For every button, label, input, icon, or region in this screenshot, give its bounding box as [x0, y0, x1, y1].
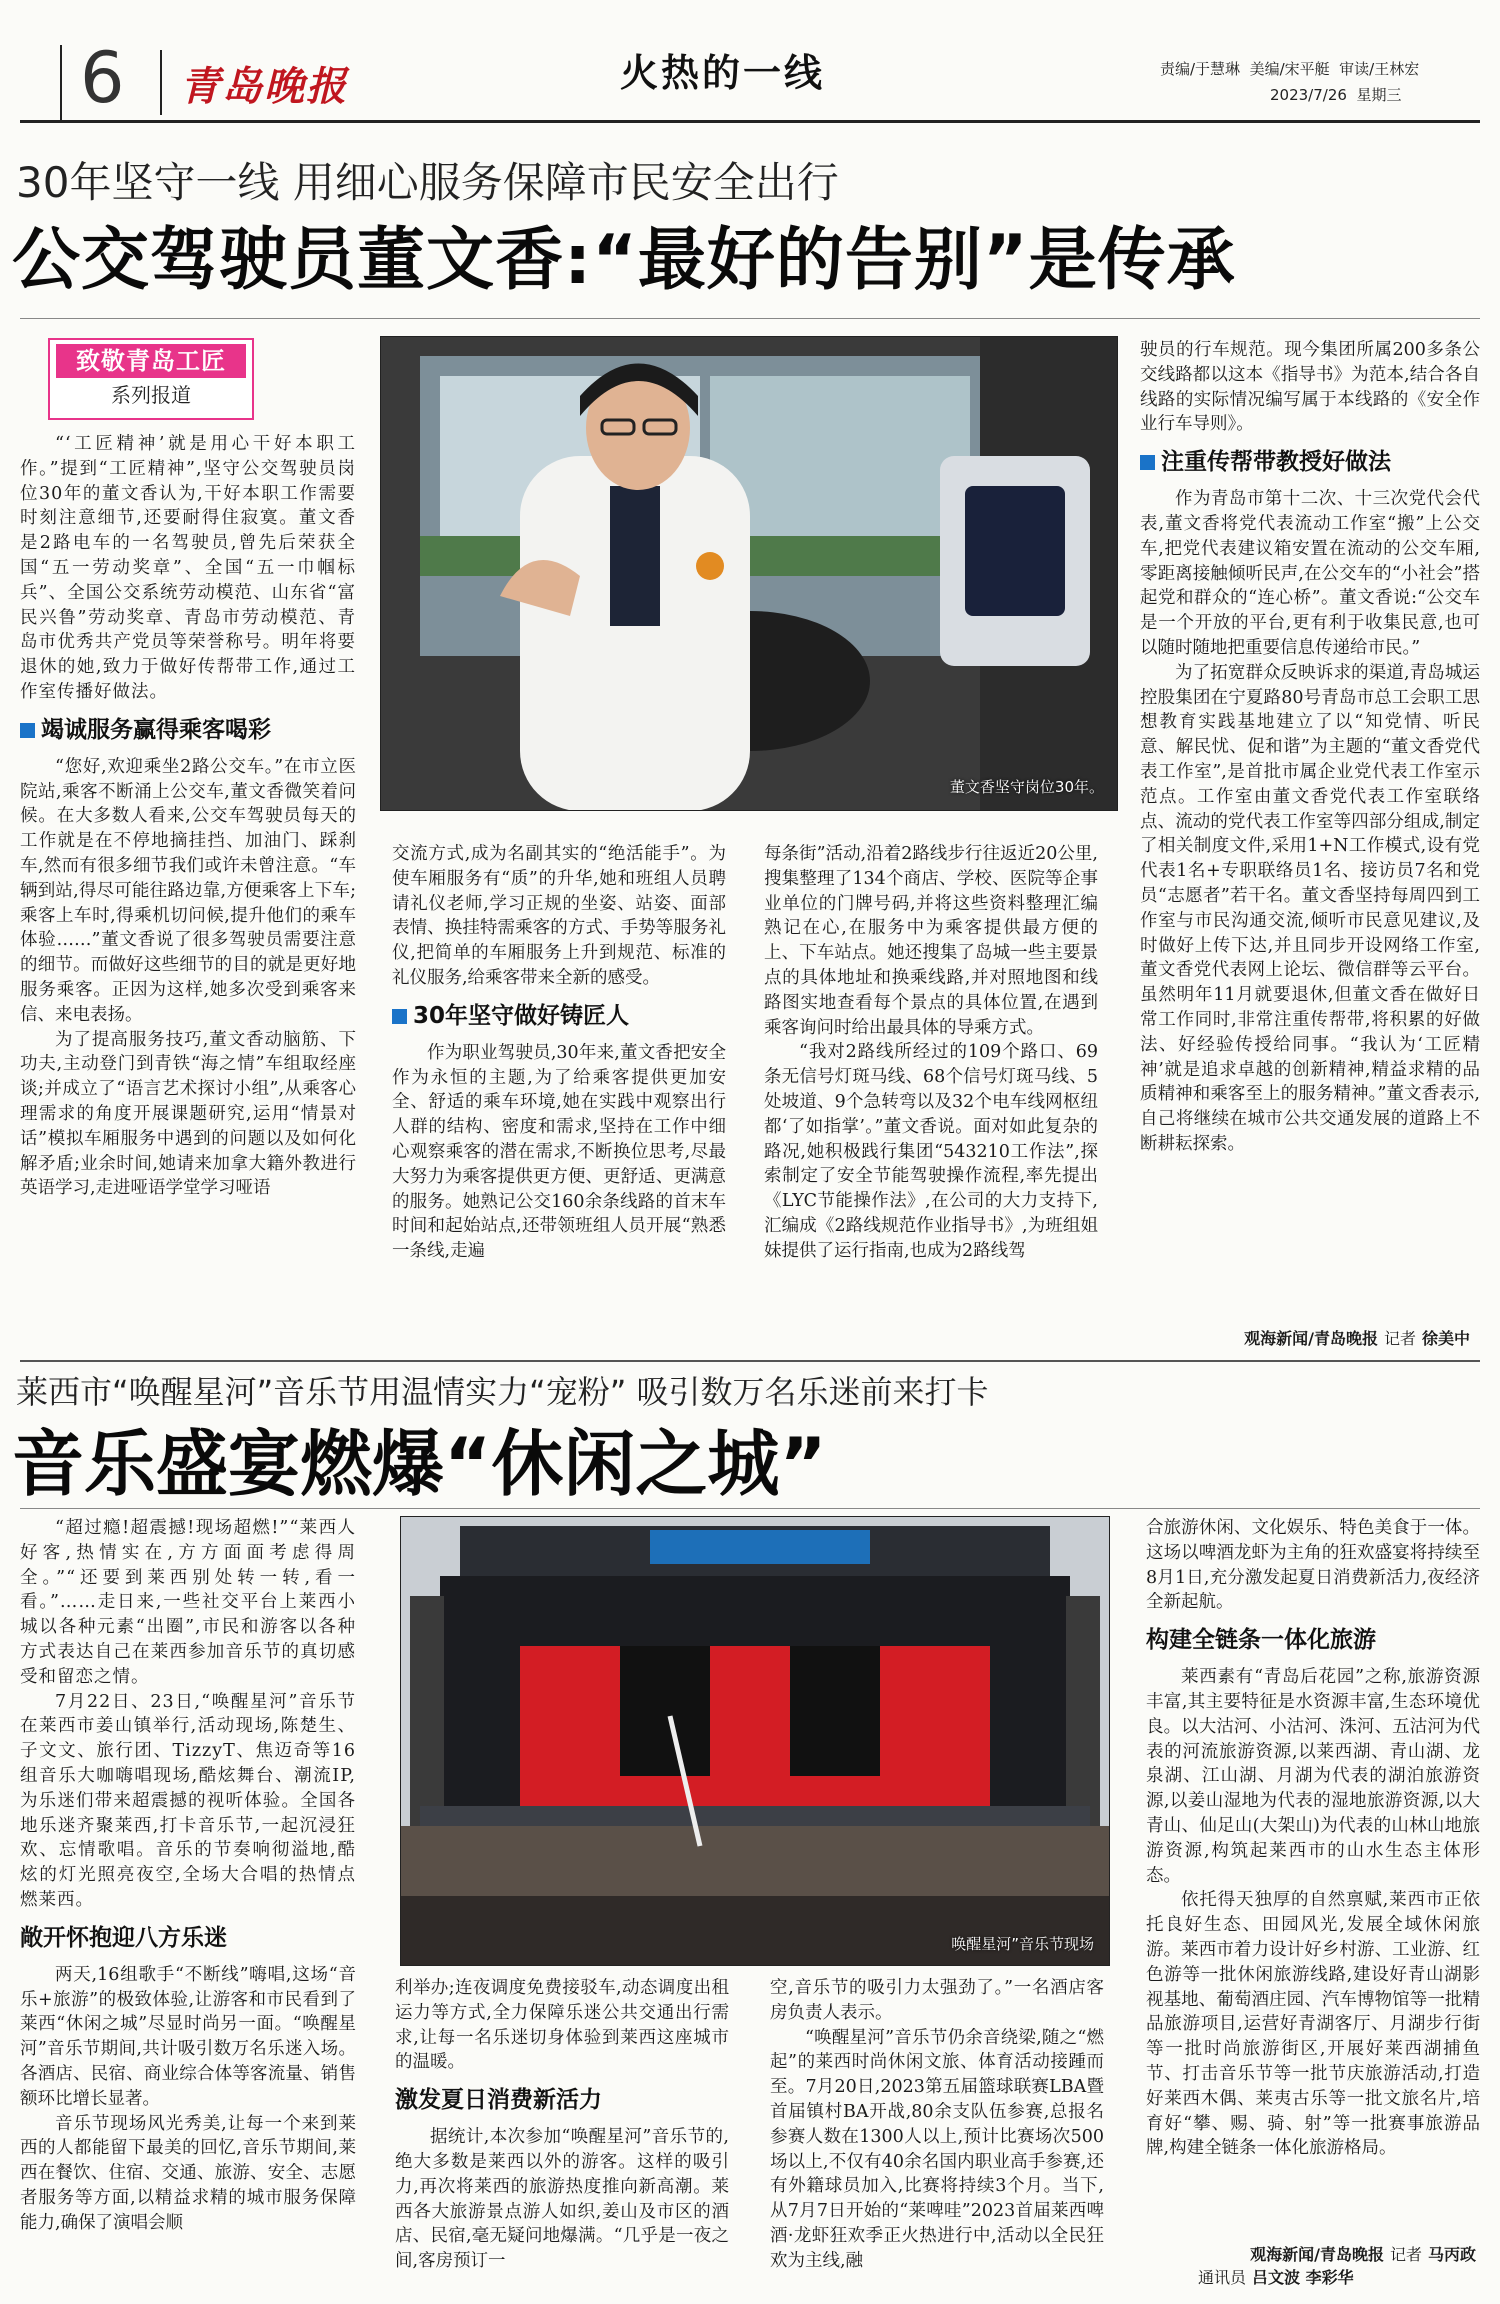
article2-subhead-1: 敞开怀抱迎八方乐迷: [20, 1924, 227, 1951]
article1-byline: 观海新闻/青岛晚报 记者 徐美中: [1244, 1329, 1470, 1348]
series-badge-title: 致敬青岛工匠: [56, 344, 246, 378]
page-number: 6: [80, 37, 125, 119]
paragraph: “超过瘾!超震撼!现场超燃!”“莱西人好客,热情实在,方方面面考虑得周全。”“还要到莱西别处转一转,看一看。”……走日来,一些社交平台上莱西小城以各种元素“出圈”,市民和游客以各种方式表达自己在莱西参加音乐节的真切感受和留恋之情。: [20, 1518, 356, 1687]
article2-headline: 音乐盛宴燃爆“休闲之城”: [12, 1422, 827, 1506]
paragraph: 据统计,本次参加“唤醒星河”音乐节的,绝大多数是莱西以外的游客。这样的吸引力,再次将莱西的旅游热度推向新高潮。莱西各大旅游景点游人如织,姜山及市区的酒店、民宿,毫无疑问地爆满。“几乎是一夜之间,客房预订一: [395, 2127, 729, 2272]
article1-subhead-1: 竭诚服务赢得乘客喝彩: [20, 715, 356, 745]
paragraph: 每条街”活动,沿着2路线步行往返近20公里,搜集整理了134个商店、学校、医院等企事业单位的门牌号码,并将这些资料整理汇编熟记在心,在服务中为乘客提供最方便的上、下车站点。她还搜集了岛城一些主要景点的具体地址和换乘线路,并对照地图和线路图实地查看每个景点的具体位置,在遇到乘客询问时给出最具体的导乘方式。: [764, 844, 1098, 1038]
article2-kicker: 莱西市“唤醒星河”音乐节用温情实力“宠粉” 吸引数万名乐迷前来打卡: [16, 1373, 989, 1411]
paragraph: 依托得天独厚的自然禀赋,莱西市正依托良好生态、田园风光,发展全域休闲旅游。莱西市着力设计好乡村游、工业游、红色游等一批休闲旅游线路,建设好青山湖影视基地、葡萄酒庄园、汽车博物馆等一批精品旅游项目,运营好青湖客厅、月湖步行街等一批时尚旅游街区,开展好莱西湖捕鱼节、打击音乐节等一批节庆旅游活动,打造好莱西木偶、莱夷古乐等一批文旅名片,培育好“攀、赐、骑、射”等一批赛事旅游品牌,构建全链条一体化旅游格局。: [1146, 1890, 1480, 2159]
paragraph: 为了提高服务技巧,董文香动脑筋、下功夫,主动登门到青铁“海之情”车组取经座谈;并成立了“语言艺术探讨小组”,从乘客心理需求的角度开展课题研究,运用“情景对话”模拟车厢服务中遇到的问题以及如何化解矛盾;业余时间,她请来加拿大籍外教进行英语学习,走进哑语学堂学习哑语: [20, 1029, 356, 1199]
paragraph: “您好,欢迎乘坐2路公交车。”在市立医院站,乘客不断涌上公交车,董文香微笑着问候。在大多数人看来,公交车驾驶员每天的工作就是在不停地摘挂挡、加油门、踩刹车,然而有很多细节我们或许未曾注意。“车辆到站,得尽可能往路边靠,方便乘客上下车;乘客上车时,得乘机切问候,提升他们的乘车体验……”董文香说了很多驾驶员需要注意的细节。而做好这些细节的目的就是更好地服务乘客。正因为这样,她多次受到乘客来信、来电表扬。: [20, 756, 356, 1025]
article2-subhead-3: 构建全链条一体化旅游: [1146, 1627, 1376, 1654]
header-mid-rule: [160, 50, 162, 115]
article1-headline-rule: [20, 318, 1480, 319]
paragraph: 7月22日、23日,“唤醒星河”音乐节在莱西市姜山镇举行,活动现场,陈楚生、子文文、旅行团、TizzyT、焦迈奇等16组音乐大咖嗨唱现场,酷炫舞台、潮流IP,为乐迷们带来超震撼的视听体验。全国各地乐迷齐聚莱西,打卡音乐节,一起沉浸狂欢、忘情歌唱。音乐的节奏响彻溢地,酷炫的灯光照亮夜空,全场大合唱的热情点燃莱西。: [20, 1691, 356, 1910]
series-badge-subtitle: 系列报道: [111, 383, 191, 407]
issue-date: 2023/7/26 星期三: [1270, 86, 1402, 104]
paragraph: 作为职业驾驶员,30年来,董文香把安全作为永恒的主题,为了给乘客提供更加安全、舒适的乘车环境,她在实践中观察出行人群的结构、密度和需求,坚持在工作中细心观察乘客的潜在需求,不断换位思考,尽最大努力为乘客提供更方便、更舒适、更满意的服务。她熟记公交160余条线路的首末车时间和起始站点,还带领班组人员开展“熟悉一条线,走遍: [392, 1042, 726, 1262]
bus-driver-illustration: [380, 336, 1118, 811]
paragraph: 音乐节现场风光秀美,让每一个来到莱西的人都能留下最美的回忆,音乐节期间,莱西在餐饮、住宿、交通、旅游、安全、志愿者服务等方面,以精益求精的城市服务保障能力,确保了演唱会顺: [20, 2113, 356, 2233]
paragraph: 合旅游休闲、文化娱乐、特色美食于一体。这场以啤酒龙虾为主角的狂欢盛宴将持续至8月1日,充分激发起夏日消费新活力,夜经济全新起航。: [1146, 1518, 1480, 1613]
paragraph: “我对2路线所经过的109个路口、69条无信号灯斑马线、68个信号灯斑马线、5处坡道、9个急转弯以及32个电车线网枢纽都‘了如指掌’。”董文香说。面对如此复杂的路况,她积极践行集团“543210工作法”,探索制定了安全节能驾驶操作流程,率先提出《LYC节能操作法》,在公司的大力支持下,汇编成《2路线规范作业指导书》,为班组姐妹提供了运行指南,也成为2路线驾: [764, 1042, 1098, 1261]
paragraph: 莱西素有“青岛后花园”之称,旅游资源丰富,其主要特征是水资源丰富,生态环境优良。以大沽河、小沽河、洙河、五沽河为代表的河流旅游资源,以莱西湖、青山湖、龙泉湖、江山湖、月湖为代表的湖泊旅游资源,以姜山湿地为代表的湿地旅游资源,以大青山、仙足山(大架山)为代表的山林山地旅游资源,构筑起莱西市的山水生态主体形态。: [1146, 1667, 1480, 1886]
article2-byline: 观海新闻/青岛晚报 记者 马丙政 通讯员 吕文波 李彩华: [1198, 2245, 1476, 2287]
square-bullet-icon: [20, 723, 35, 738]
article1-subhead-2: 30年坚守做好铸匠人: [392, 1001, 726, 1031]
article2-column-2: [395, 1976, 729, 2304]
article1-intro: “‘工匠精神’就是用心干好本职工作。”提到“工匠精神”,坚守公交驾驶员岗位30年的董文香认为,干好本职工作需要时刻注意细节,还要耐得住寂寞。董文香是2路电车的一名驾驶员,曾先后荣获全国“五一劳动奖章”、全国“五一巾帼标兵”、全国公交系统劳动模范、山东省“富民兴鲁”劳动奖章、青岛市劳动模范、青岛市优秀共产党员等荣誉称号。明年将要退休的她,致力于做好传帮带工作,通过工作室传播好做法。: [20, 434, 356, 702]
square-bullet-icon: [1140, 455, 1155, 470]
section-title: 火热的一线: [620, 50, 826, 95]
page-header: [0, 0, 1500, 130]
article2-column-4: [1146, 1516, 1480, 2228]
article1-headline: 公交驾驶员董文香:“最好的告别”是传承: [12, 221, 1236, 300]
article2-headline-rule: [20, 1508, 1480, 1509]
music-festival-photo: [400, 1516, 1110, 1966]
article-separator-rule: [20, 1360, 1480, 1362]
music-festival-illustration: [400, 1516, 1110, 1966]
header-bottom-rule: [20, 120, 1480, 123]
paragraph: 为了拓宽群众反映诉求的渠道,青岛城运控股集团在宁夏路80号青岛市总工会职工思想教育实践基地建立了以“知党情、听民意、解民忧、促和谐”为主题的“董文香党代表工作室”,是首批市属企业党代表工作室示范点。工作室由董文香党代表工作室联络点、流动的党代表工作室等四部分组成,制定了相关制度文件,采用1+N工作模式,设有党代表1名+专职联络员1名、接访员7名和党员“志愿者”若干名。董文香坚持每周四到工作室与市民沟通交流,倾听市民意见建议,及时做好上传下达,并且同步开设网络工作室,董文香党代表网上论坛、微信群等云平台。虽然明年11月就要退休,但董文香在做好日常工作同时,非常注重传帮带,将积累的好做法、好经验传授给同事。“我认为‘工匠精神’就是追求卓越的创新精神,精益求精的品质精神和乘客至上的服务精神。”董文香表示,自己将继续在城市公共交通发展的道路上不断耕耘探索。: [1140, 662, 1480, 1154]
paragraph: 驶员的行车规范。现今集团所属200多条公交线路都以这本《指导书》为范本,结合各自线路的实际情况编写属于本线路的《安全作业行车导则》。: [1140, 340, 1480, 435]
paragraph: 空,音乐节的吸引力太强劲了。”一名酒店客房负责人表示。: [770, 1978, 1104, 2023]
bus-driver-photo: [380, 336, 1118, 811]
article1-column-2: [392, 842, 726, 1350]
bus-driver-photo-caption: 董文香坚守岗位30年。: [949, 778, 1104, 796]
article1-column-4: [1140, 338, 1480, 1298]
article2-column-1: [20, 1516, 356, 2304]
header-left-rule: [60, 45, 62, 120]
article1-column-3: [764, 842, 1098, 1350]
paragraph: “唤醒星河”音乐节仍余音绕梁,随之“燃起”的莱西时尚休闲文旅、体育活动接踵而至。7月20日,2023第五届篮球联赛LBA暨首届镇村BA开战,80余支队伍参赛,总报名参赛人数在1300人以上,预计比赛场次500场以上,不仅有40余名国内职业高手参赛,还有外籍球员加入,比赛将持续3个月。当下,从7月7日开始的“莱啤哇”2023首届莱西啤酒·龙虾狂欢季正火热进行中,活动以全民狂欢为主线,融: [770, 2027, 1104, 2271]
square-bullet-icon: [392, 1009, 407, 1024]
editors-credit: 责编/于慧琳 美编/宋平艇 审读/王林宏: [1160, 60, 1420, 78]
music-festival-photo-caption: 唤醒星河”音乐节现场: [951, 1935, 1094, 1953]
paper-name-logo: 青岛晚报: [180, 63, 348, 110]
paragraph: 两天,16组歌手“不断线”嗨唱,这场“音乐+旅游”的极致体验,让游客和市民看到了莱西“休闲之城”尽显时尚另一面。“唤醒星河”音乐节期间,共计吸引数万名乐迷入场。各酒店、民宿、商业综合体等客流量、销售额环比增长显著。: [20, 1964, 356, 2109]
article1-column-1: [20, 432, 356, 1350]
article2-subhead-2: 激发夏日消费新活力: [395, 2087, 602, 2114]
series-badge: [48, 338, 254, 420]
article2-column-3: [770, 1976, 1104, 2304]
paragraph: 作为青岛市第十二次、十三次党代会代表,董文香将党代表流动工作室“搬”上公交车,把党代表建议箱安置在流动的公交车厢,零距离接触倾听民声,在公交车的“小社会”搭起党和群众的“连心桥”。董文香说:“公交车是一个开放的平台,更有利于收集民意,也可以随时随地把重要信息传递给市民。”: [1140, 489, 1480, 658]
article1-kicker: 30年坚守一线 用细心服务保障市民安全出行: [16, 158, 839, 207]
paragraph: 交流方式,成为名副其实的“绝活能手”。为使车厢服务有“质”的升华,她和班组人员聘请礼仪老师,学习正规的坐姿、站姿、面部表情、换挂特需乘客的方式、手势等服务礼仪,把简单的车厢服务上升到规范、标准的礼仪服务,给乘客带来全新的感受。: [392, 844, 726, 988]
paragraph: 利举办;连夜调度免费接驳车,动态调度出租运力等方式,全力保障乐迷公共交通出行需求,让每一名乐迷切身体验到莱西这座城市的温暖。: [395, 1978, 729, 2073]
article1-subhead-3: 注重传帮带教授好做法: [1140, 447, 1480, 477]
